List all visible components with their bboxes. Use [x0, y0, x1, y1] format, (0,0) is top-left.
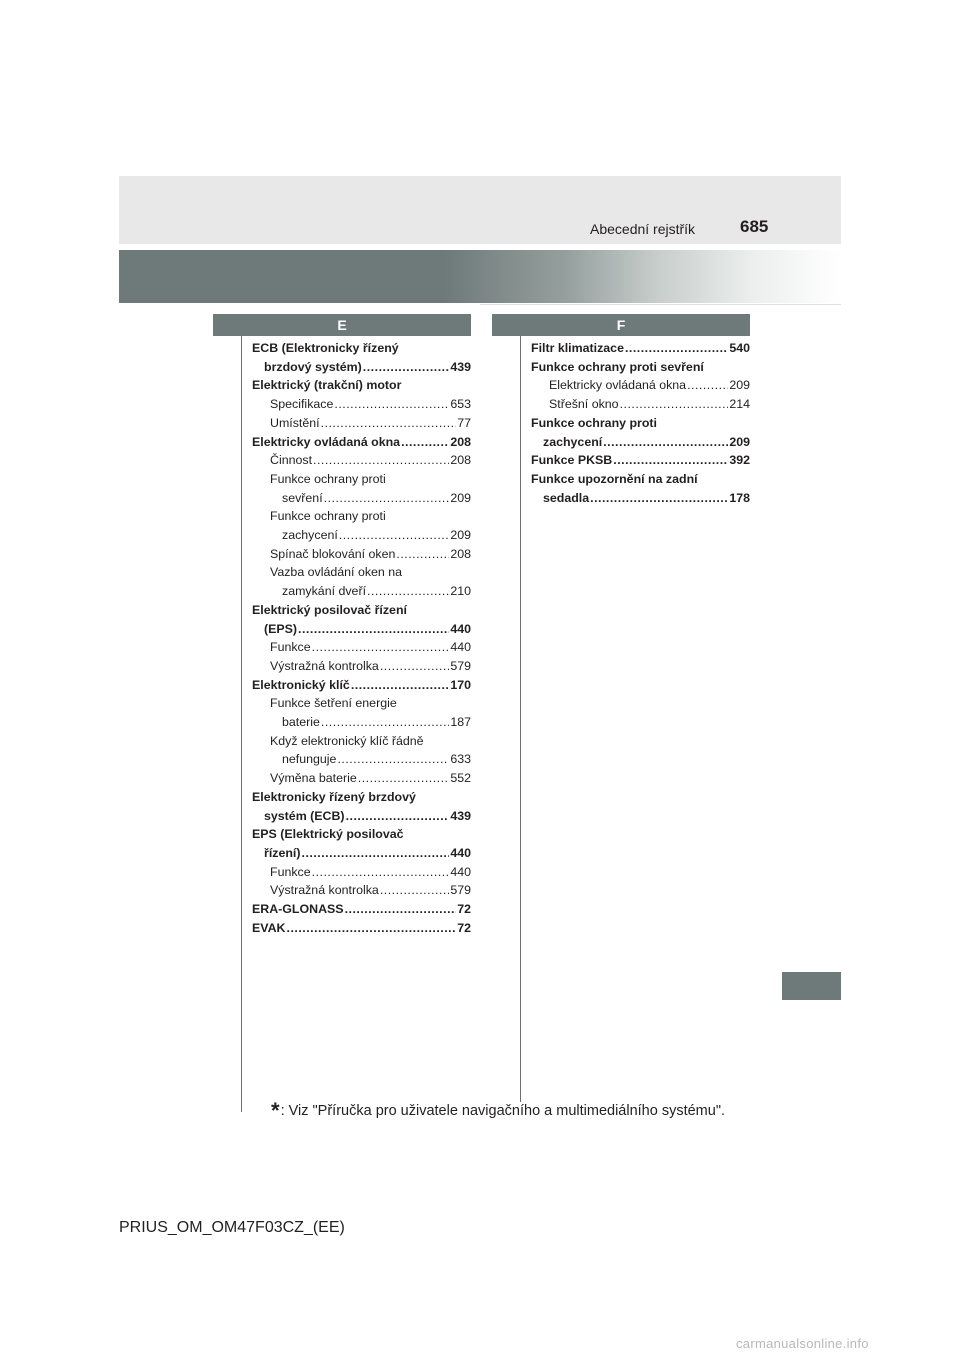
dot-leader: [321, 414, 457, 433]
dot-leader: [363, 358, 450, 377]
document-code: PRIUS_OM_OM47F03CZ_(EE): [119, 1219, 345, 1236]
index-entry: [252, 638, 471, 657]
index-entry-text: Funkce šetření energie: [270, 696, 397, 711]
dot-leader: [620, 395, 729, 414]
index-entry: [252, 825, 471, 844]
index-entry-text: Funkce upozornění na zadní: [531, 471, 698, 486]
index-entry: [252, 339, 471, 358]
index-entry-page: 210: [450, 584, 471, 599]
dot-leader: [367, 582, 449, 601]
index-entry-text: sevření: [282, 490, 323, 505]
index-entry-page: 552: [450, 771, 471, 786]
index-entry-text: řízení): [264, 845, 301, 860]
column-rule-left: [241, 336, 242, 1112]
index-entry-page: 72: [457, 920, 471, 935]
index-entry: [252, 919, 471, 938]
index-entry-text: Funkce ochrany proti: [531, 415, 657, 430]
index-entry-text: Elektronický klíč: [252, 677, 350, 692]
index-entry-text: Výměna baterie: [270, 771, 357, 786]
index-entry-text: Výstražná kontrolka: [270, 883, 379, 898]
dot-leader: [603, 433, 728, 452]
dot-leader: [312, 638, 450, 657]
index-entry: [252, 732, 471, 751]
index-entry-text: Specifikace: [270, 397, 334, 412]
index-entry-text: Funkce ochrany proti: [270, 509, 386, 524]
page-title: Abecední rejstřík: [590, 221, 696, 237]
index-entry-page: 208: [450, 434, 471, 449]
dot-leader: [302, 844, 450, 863]
index-entry: [252, 900, 471, 919]
dot-leader: [590, 489, 728, 508]
index-entry-page: 392: [729, 453, 750, 468]
index-entry-page: 209: [450, 490, 471, 505]
index-entry: [252, 489, 471, 508]
index-column-f: [531, 339, 750, 507]
index-entry-text: Funkce: [270, 864, 311, 879]
dot-leader: [396, 545, 449, 564]
index-entry-page: 208: [450, 453, 471, 468]
index-column-e: [252, 339, 471, 938]
index-entry-page: 633: [450, 752, 471, 767]
index-entry: [252, 620, 471, 639]
index-entry-page: 208: [450, 546, 471, 561]
index-entry-page: 579: [450, 658, 471, 673]
index-entry-text: nefunguje: [282, 752, 337, 767]
index-entry-text: zamykání dveří: [282, 584, 367, 599]
index-entry-page: 440: [450, 845, 471, 860]
index-entry-page: 440: [450, 621, 471, 636]
index-entry: [252, 433, 471, 452]
index-entry-text: Funkce ochrany proti sevření: [531, 359, 704, 374]
index-entry-text: zachycení: [282, 528, 338, 543]
index-entry: [252, 807, 471, 826]
dot-leader: [324, 489, 450, 508]
header-band: [119, 176, 841, 244]
index-entry-page: 72: [457, 902, 471, 917]
index-entry-text: ECB (Elektronicky řízený: [252, 341, 399, 355]
index-entry-text: Když elektronický klíč řádně: [270, 733, 424, 748]
index-entry-text: Elektrický (trakční) motor: [252, 378, 402, 393]
index-entry: [531, 376, 750, 395]
index-entry-text: Střešní okno: [549, 397, 619, 412]
index-entry: [252, 395, 471, 414]
index-entry-page: 579: [450, 883, 471, 898]
index-entry-page: 178: [729, 490, 750, 505]
index-entry: [252, 526, 471, 545]
page-number: 685: [740, 217, 769, 236]
dot-leader: [351, 676, 450, 695]
dot-leader: [401, 433, 449, 452]
index-entry-page: 439: [450, 808, 471, 823]
dot-leader: [298, 620, 449, 639]
index-entry-text: EPS (Elektrický posilovač: [252, 827, 404, 842]
watermark: carmanualsonline.info: [736, 1336, 869, 1351]
index-entry-page: 653: [450, 397, 471, 412]
index-entry-text: Funkce: [270, 640, 311, 655]
index-entry-text: ERA-GLONASS: [252, 902, 344, 917]
index-entry-text: Výstražná kontrolka: [270, 658, 379, 673]
index-entry: [252, 451, 471, 470]
index-entry: [252, 750, 471, 769]
index-entry-page: 209: [450, 528, 471, 543]
dot-leader: [334, 395, 449, 414]
index-entry-text: EVAK: [252, 920, 286, 935]
section-heading-f: F: [492, 314, 750, 336]
index-entry-text: Vazba ovládání oken na: [270, 565, 403, 580]
dot-leader: [345, 900, 457, 919]
index-entry-page: 170: [450, 677, 471, 692]
dot-leader: [625, 339, 728, 358]
dot-leader: [313, 451, 449, 470]
index-entry-text: (EPS): [264, 621, 298, 636]
column-rule-right: [520, 336, 521, 1102]
index-entry: [252, 582, 471, 601]
index-entry: [252, 713, 471, 732]
index-entry-page: 77: [457, 415, 471, 430]
index-entry: [252, 507, 471, 526]
dot-leader: [287, 919, 457, 938]
index-entry-text: Elektricky ovládaná okna: [252, 434, 401, 449]
index-entry-page: 540: [729, 341, 750, 355]
index-entry: [252, 676, 471, 695]
index-entry-text: zachycení: [543, 434, 603, 449]
index-entry: [531, 489, 750, 508]
footnote: [271, 1098, 725, 1124]
index-entry-text: Funkce ochrany proti: [270, 471, 386, 486]
index-entry-text: baterie: [282, 715, 320, 730]
index-entry-text: Umístění: [270, 415, 320, 430]
decorative-gradient-band: [119, 250, 841, 303]
header-divider: [480, 304, 841, 305]
dot-leader: [312, 863, 450, 882]
chapter-tab: [782, 972, 841, 1000]
index-entry: [252, 863, 471, 882]
footnote-text: : Viz "Příručka pro uživatele navigačního a multimediálního systému".: [280, 1103, 725, 1119]
index-entry: [531, 451, 750, 470]
index-entry: [252, 563, 471, 582]
index-entry-page: 209: [729, 434, 750, 449]
index-entry-text: systém (ECB): [264, 808, 345, 823]
index-entry: [252, 881, 471, 900]
index-entry-text: Elektricky ovládaná okna: [549, 378, 687, 393]
index-entry-page: 440: [450, 640, 471, 655]
index-entry: [252, 545, 471, 564]
section-heading-e: E: [213, 314, 471, 336]
index-entry: [252, 788, 471, 807]
index-entry-page: 187: [450, 715, 471, 730]
dot-leader: [321, 713, 449, 732]
footnote-asterisk: *: [271, 1098, 280, 1123]
index-entry-page: 439: [450, 359, 471, 374]
index-entry-text: sedadla: [543, 490, 590, 505]
index-entry: [531, 395, 750, 414]
dot-leader: [339, 526, 450, 545]
index-entry-text: brzdový systém): [264, 359, 362, 374]
index-entry: [531, 339, 750, 358]
index-entry: [531, 414, 750, 433]
index-entry-text: Elektronicky řízený brzdový: [252, 789, 416, 804]
index-entry: [252, 769, 471, 788]
index-entry: [531, 358, 750, 377]
dot-leader: [346, 807, 450, 826]
index-entry-page: 440: [450, 864, 471, 879]
index-entry: [531, 433, 750, 452]
index-entry: [252, 657, 471, 676]
index-entry: [252, 376, 471, 395]
index-entry-text: Spínač blokování oken: [270, 546, 396, 561]
index-entry: [252, 844, 471, 863]
index-entry: [252, 358, 471, 377]
index-entry-text: Činnost: [270, 453, 313, 468]
index-entry-text: Elektrický posilovač řízení: [252, 602, 407, 617]
index-entry: [252, 601, 471, 620]
index-entry-page: 214: [729, 397, 750, 412]
index-entry: [252, 470, 471, 489]
dot-leader: [687, 376, 728, 395]
index-entry: [531, 470, 750, 489]
index-entry: [252, 414, 471, 433]
index-entry: [252, 694, 471, 713]
dot-leader: [380, 881, 450, 900]
index-entry-text: Funkce PKSB: [531, 453, 613, 468]
dot-leader: [613, 451, 728, 470]
dot-leader: [358, 769, 450, 788]
dot-leader: [337, 750, 449, 769]
index-entry-text: Filtr klimatizace: [531, 341, 624, 355]
dot-leader: [380, 657, 450, 676]
index-entry-page: 209: [729, 378, 750, 393]
